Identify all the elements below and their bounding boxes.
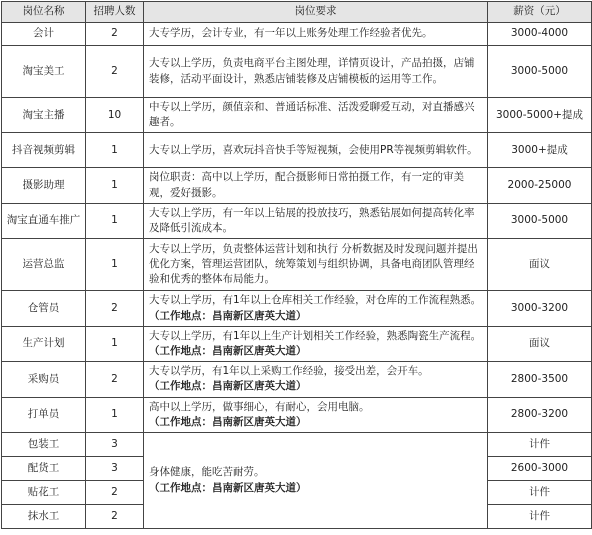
salary-cell: 3000+提成 [488, 133, 592, 168]
requirement-cell [144, 362, 488, 397]
count-cell: 3 [86, 457, 144, 481]
count-cell: 2 [86, 23, 144, 46]
position-cell: 会计 [2, 23, 86, 46]
table-row [2, 46, 592, 98]
salary-cell: 计件 [488, 505, 592, 529]
work-location: （工作地点：昌南新区唐英大道） [149, 344, 307, 357]
work-location: （工作地点：昌南新区唐英大道） [149, 380, 307, 393]
salary-cell: 3000-5000 [488, 46, 592, 98]
requirement-cell [144, 46, 488, 98]
header-count: 招聘人数 [86, 2, 144, 23]
requirement-cell [144, 133, 488, 168]
position-cell: 采购员 [2, 362, 86, 397]
salary-cell: 3000-3200 [488, 291, 592, 326]
count-cell: 2 [86, 505, 144, 529]
count-cell: 1 [86, 239, 144, 291]
table-row [2, 23, 592, 46]
position-cell: 生产计划 [2, 326, 86, 361]
table-row [2, 239, 592, 291]
position-cell: 摄影助理 [2, 168, 86, 203]
count-cell: 2 [86, 362, 144, 397]
work-location: （工作地点：昌南新区唐英大道） [149, 309, 307, 322]
shared-requirement-cell [144, 433, 488, 529]
requirement-text: 高中以上学历，做事细心，有耐心，会用电脑。 [149, 400, 370, 413]
count-cell: 1 [86, 133, 144, 168]
table-row [2, 433, 592, 457]
position-cell: 淘宝主播 [2, 98, 86, 133]
requirement-text: 大专以上学历，负责整体运营计划和执行 分析数据及时发现问题并提出优化方案，管理运营团队，统筹策划与组织协调，具备电商团队管理经验和优秀的整体布局能力。 [149, 242, 478, 286]
position-cell: 配货工 [2, 457, 86, 481]
count-cell: 3 [86, 433, 144, 457]
salary-cell: 面议 [488, 326, 592, 361]
requirement-text: 大专学历，会计专业，有一年以上账务处理工作经验者优先。 [149, 27, 433, 40]
header-row [2, 2, 592, 23]
requirement-text: 大专以上学历，有1年以上生产计划相关工作经验，熟悉陶瓷生产流程。 [149, 329, 482, 342]
table-row [2, 326, 592, 361]
salary-cell: 2000-25000 [488, 168, 592, 203]
table-row [2, 168, 592, 203]
salary-cell: 3000-4000 [488, 23, 592, 46]
position-cell: 贴花工 [2, 481, 86, 505]
requirement-text: 大专以上学历，喜欢玩抖音快手等短视频，会使用PR等视频剪辑软件。 [149, 143, 478, 156]
count-cell: 1 [86, 168, 144, 203]
count-cell: 10 [86, 98, 144, 133]
count-cell: 1 [86, 203, 144, 238]
salary-cell: 计件 [488, 433, 592, 457]
work-location: （工作地点：昌南新区唐英大道） [149, 415, 307, 428]
header-position: 岗位名称 [2, 2, 86, 23]
requirement-cell [144, 291, 488, 326]
requirement-cell [144, 168, 488, 203]
count-cell: 2 [86, 46, 144, 98]
requirement-text: 大专以上学历，负责电商平台主图处理，详情页设计，产品拍摄，店铺装修，活动平面设计，熟悉店铺装修及店铺模板的运用等工作。 [149, 57, 475, 85]
position-cell: 包装工 [2, 433, 86, 457]
salary-cell: 3000-5000 [488, 203, 592, 238]
requirement-cell [144, 239, 488, 291]
requirement-text: 大专以上学历，有一年以上钻展的投放技巧，熟悉钻展如何提高转化率及降低引流成本。 [149, 206, 475, 235]
salary-cell: 2600-3000 [488, 457, 592, 481]
position-cell: 运营总监 [2, 239, 86, 291]
position-cell: 仓管员 [2, 291, 86, 326]
salary-cell: 面议 [488, 239, 592, 291]
header-salary: 薪资（元） [488, 2, 592, 23]
position-cell: 淘宝直通车推广 [2, 203, 86, 238]
requirement-cell [144, 98, 488, 133]
table-row [2, 133, 592, 168]
salary-cell: 计件 [488, 481, 592, 505]
requirement-text: 大专以上学历，有1年以上仓库相关工作经验，对仓库的工作流程熟悉。 [149, 294, 482, 307]
position-cell: 抹水工 [2, 505, 86, 529]
requirement-text: 身体健康，能吃苦耐劳。 [149, 466, 265, 479]
requirement-text: 岗位职责：高中以上学历，配合摄影师日常拍摄工作，有一定的审美观，爱好摄影。 [149, 171, 464, 199]
count-cell: 1 [86, 397, 144, 432]
requirement-cell [144, 326, 488, 361]
table-row [2, 203, 592, 238]
position-cell: 淘宝美工 [2, 46, 86, 98]
table-row [2, 362, 592, 397]
table-row [2, 291, 592, 326]
salary-cell: 3000-5000+提成 [488, 98, 592, 133]
recruitment-table [1, 1, 592, 529]
position-cell: 打单员 [2, 397, 86, 432]
requirement-text: 中专以上学历，颜值亲和、普通话标准、活泼爱聊爱互动，对直播感兴趣者。 [149, 101, 475, 129]
requirement-cell [144, 397, 488, 432]
work-location: （工作地点：昌南新区唐英大道） [149, 481, 307, 494]
count-cell: 2 [86, 481, 144, 505]
requirement-text: 大专以学历，有1年以上采购工作经验，接受出差，会开车。 [149, 365, 429, 378]
table-row [2, 98, 592, 133]
requirement-cell [144, 23, 488, 46]
requirement-cell [144, 203, 488, 238]
table-row [2, 397, 592, 432]
salary-cell: 2800-3200 [488, 397, 592, 432]
count-cell: 2 [86, 291, 144, 326]
count-cell: 1 [86, 326, 144, 361]
position-cell: 抖音视频剪辑 [2, 133, 86, 168]
salary-cell: 2800-3500 [488, 362, 592, 397]
header-requirements: 岗位要求 [144, 2, 488, 23]
